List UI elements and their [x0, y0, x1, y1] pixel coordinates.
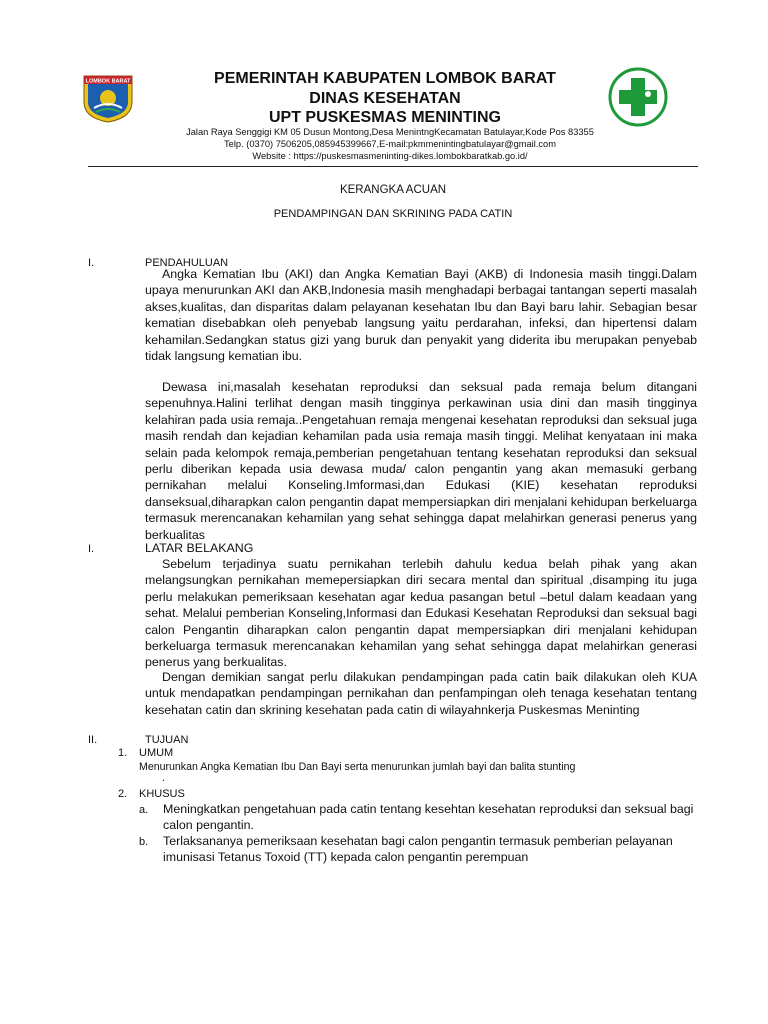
header-divider: [88, 166, 698, 167]
pendahuluan-paragraph-2: [145, 379, 697, 543]
khusus-item-text: Meningkatkan pengetahuan pada catin tentang kesehtan kesehatan reproduksi dan seksual bagi calon pengantin.: [163, 802, 694, 833]
header-website: Website : https://puskesmasmeninting-dikes.lombokbaratkab.go.id/: [252, 151, 528, 161]
header-contact: Telp. (0370) 7506205,085945399667,E-mail:pkmmenintingbatulayar@gmail.com: [224, 139, 556, 149]
header-address: Jalan Raya Senggigi KM 05 Dusun Montong,Desa MenintngKecamatan Batulayar,Kode Pos 83355: [186, 127, 594, 137]
section-heading-latar-belakang: LATAR BELAKANG: [145, 541, 254, 555]
umum-label: UMUM: [139, 747, 174, 759]
puskesmas-health-logo: [607, 66, 669, 128]
khusus-label: KHUSUS: [139, 788, 185, 800]
khusus-item-mark: b.: [139, 836, 149, 848]
pendahuluan-paragraph-1: [145, 266, 697, 364]
document-subtitle: PENDAMPINGAN DAN SKRINING PADA CATIN: [273, 208, 513, 220]
khusus-number: 2.: [118, 788, 128, 800]
header-line-3: UPT PUSKESMAS MENINTING: [268, 109, 501, 126]
pendahuluan-p1-text: Angka Kematian Ibu (AKI) dan Angka Kematian Bayi (AKB) di Indonesia masih tinggi.Dalam upaya menurunkan AKI dan AKB,Indonesia masih menghadapi berbagai tantangan seperti masalah akses,kualitas, dan disparitas dalam pelayanan kesehatan Ibu dan Bayi baru lahir. Sebagian besar kematian disebabkan oleh penyebab langsung yaitu perdarahan, infeksi, dan hipertensi dalam kehamilan.Sedangkan status gizi yang buruk dan penyakit yang diderita ibu merupakan penyebab tidak langsung kematian ibu.: [145, 267, 697, 364]
header-line-2: DINAS KESEHATAN: [309, 90, 461, 107]
latar-p2-text: Dengan demikian sangat perlu dilakukan pendampingan pada catin baik dilakukan oleh KUA untuk mendapatkan pendampingan pernikahan dan penfampingan oleh tenaga kesehatan tentang kesehatan catin dan skrining kesehatan pada catin di wilayahnkerja Puskesmas Meninting: [145, 670, 697, 717]
latar-paragraph-2: [145, 669, 697, 718]
umum-dot: .: [162, 772, 165, 784]
umum-number: 1.: [118, 747, 128, 759]
section-number: I.: [88, 257, 95, 269]
latar-paragraph-1: [145, 556, 697, 671]
lombok-barat-crest-logo: [80, 72, 136, 124]
header-line-1: PEMERINTAH KABUPATEN LOMBOK BARAT: [214, 70, 556, 87]
section-heading-pendahuluan: PENDAHULUAN: [145, 257, 229, 269]
crest-text: LOMBOK BARAT: [85, 78, 131, 85]
khusus-item-mark: a.: [139, 804, 149, 816]
umum-text: Menurunkan Angka Kematian Ibu Dan Bayi serta menurunkan jumlah bayi dan balita stunting: [139, 761, 576, 773]
pendahuluan-p2-text: Dewasa ini,masalah kesehatan reproduksi dan seksual pada remaja belum ditangani sepenuhnya.Halini terlihat dengan masih tingginya perkawinan usia dini dan masih tingginya kelahiran pada usia remaja..Pengetahuan remaja mengenai kesehatan reproduksi dan seksual juga masih rendah dan kejadian kehamilan pada usia remaja masih tinggi. Melihat kenyataan ini maka selain pada kelompok remaja,pemberian pengetahuan tentang kesehatan reproduksi dan seksual perlu diberikan kepada usia dewasa muda/ calon pengantin yang akan memasuki gerbang pernikahan melalui Konseling.Imformasi,dan Edukasi (KIE) kesehatan reproduksi danseksual,diharapkan calon pengantin dapat mempersiapkan diri menjalani kehidupan berkeluarga termasuk merencanakan kehamilan yang sehat sehingga dapat melahirkan generasi penerus yang berkualitas: [145, 380, 697, 542]
document-title: KERANGKA ACUAN: [339, 184, 447, 196]
section-number: II.: [88, 734, 98, 746]
section-heading-tujuan: TUJUAN: [145, 734, 189, 746]
section-number: I.: [88, 543, 95, 555]
khusus-item-text: Terlaksananya pemeriksaan kesehatan bagi calon pengantin termasuk pemberian pelayanan imunisasi Tetanus Toxoid (TT) kepada calon pengantin perempuan: [163, 834, 673, 865]
latar-p1-text: Sebelum terjadinya suatu pernikahan terlebih dahulu kedua belah pihak yang akan melangsungkan pernikahan memepersiapkan diri secara mental dan spiritual ,disamping itu juga perlu melakukan pemeriksaan kesehatan agar kedua pasangan betul –betul dalam keadaan yang sehat. Melalui pemberian Konseling,Informasi dan Edukasi Kesehatan Reproduksi dan seksual bagi calon Pengantin diharapkan calon pengantin dapat mempersiapkan diri menjalani kehidupan berkeluarga termasuk merencanakan kehamilan yang sehat sehingga dapat melahirkan generasi penerus yang berkualitas.: [145, 557, 697, 670]
